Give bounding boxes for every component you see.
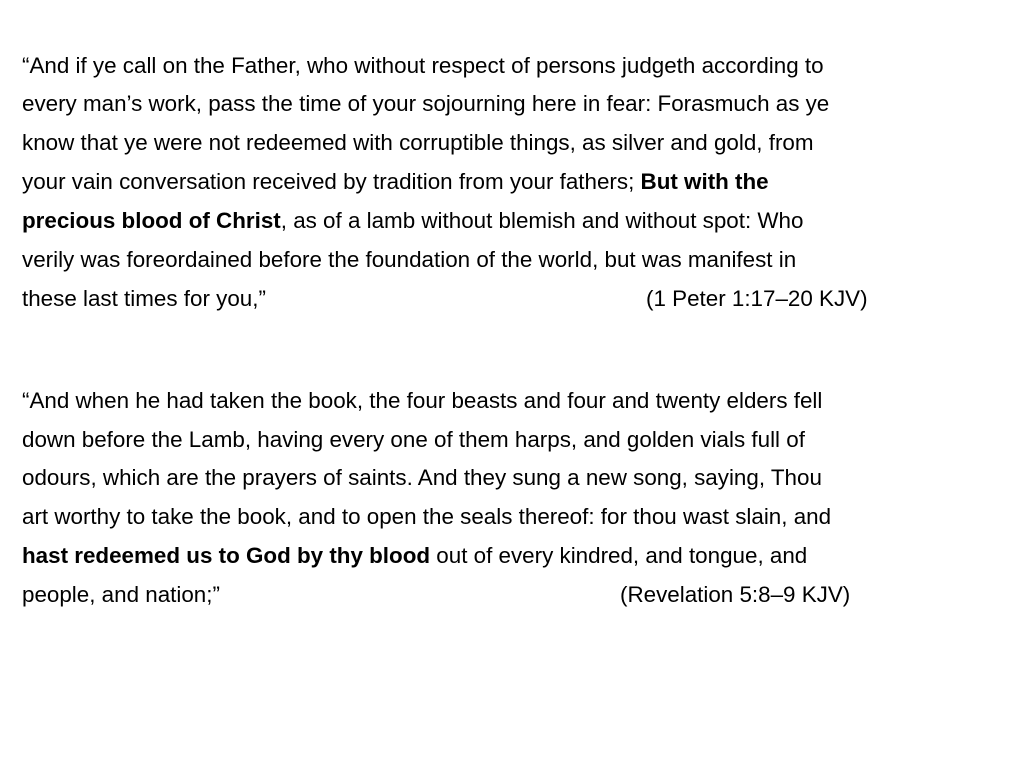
passage-1-line-4-text: your vain conversation received by tradition from your fathers; [22,169,641,194]
passage-1-line-2: every man’s work, pass the time of your sojourning here in fear: Forasmuch as ye [22,91,830,116]
passage-1-reference: (1 Peter 1:17–20 KJV) [646,286,868,311]
passage-1-line-7: these last times for you,” [22,286,266,311]
passage-2-line-5 [22,537,807,576]
passage-2-line-2: down before the Lamb, having every one of them harps, and golden vials full of [22,427,805,452]
passage-2-emphasis: hast redeemed us to God by thy blood [22,543,431,568]
passage-1-line-5 [22,202,803,241]
passage-1-line-1: “And if ye call on the Father, who without respect of persons judgeth according to [22,53,824,78]
passage-1-line-5-text: , as of a lamb without blemish and without spot: Who [280,208,804,233]
passage-2-line-3: odours, which are the prayers of saints. And they sung a new song, saying, Thou [22,465,822,490]
passage-2-line-1: “And when he had taken the book, the four beasts and four and twenty elders fell [22,388,823,413]
passage-2-line-6: people, and nation;” [22,582,220,607]
passage-1-line-3: know that ye were not redeemed with corruptible things, as silver and gold, from [22,130,814,155]
passage-2-line-5-text: out of every kindred, and tongue, and [430,543,808,568]
passage-1-line-4 [22,163,769,202]
passage-1-emphasis-start: But with the [640,169,769,194]
passage-2-line-4: art worthy to take the book, and to open the seals thereof: for thou wast slain, and [22,504,832,529]
passage-1-emphasis-end: precious blood of Christ [22,208,281,233]
passage-1-line-6: verily was foreordained before the foundation of the world, but was manifest in [22,247,797,272]
passage-2-reference: (Revelation 5:8–9 KJV) [620,582,851,607]
